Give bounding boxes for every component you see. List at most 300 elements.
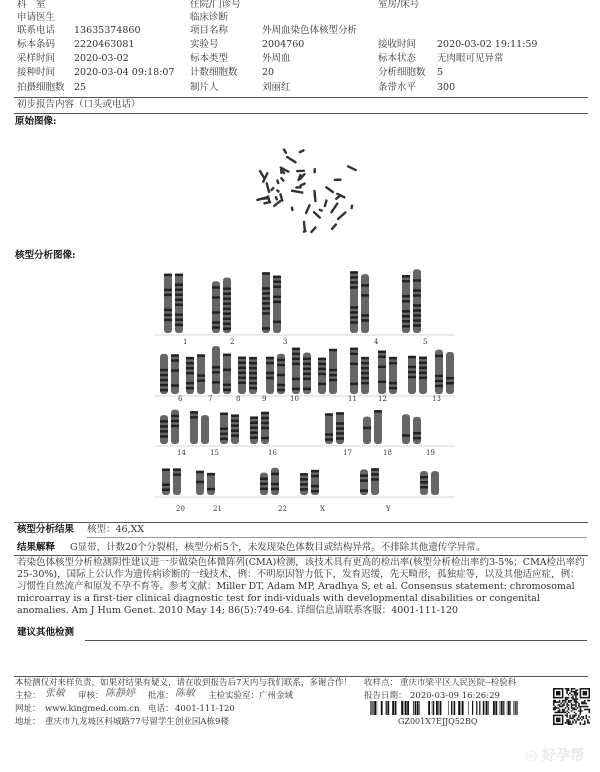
karyogram-band: [408, 366, 416, 369]
karyogram-band: [303, 388, 311, 391]
karyogram-band: [402, 280, 410, 283]
qr-module: [586, 706, 588, 708]
header-label: 住院/门诊号: [190, 0, 241, 10]
website[interactable]: www.kingmed.com.cn: [45, 704, 140, 714]
karyogram-band: [164, 274, 172, 277]
karyogram-band: [378, 366, 386, 369]
karyogram-band: [336, 432, 344, 435]
karyogram-band: [197, 374, 205, 377]
qr-module: [568, 722, 570, 724]
qr-module: [566, 704, 568, 706]
karyogram-band: [262, 302, 270, 305]
qr-module: [584, 722, 586, 724]
karyogram-chromosome-label: 9: [262, 395, 267, 403]
qr-module: [569, 692, 571, 694]
karyogram-chromosome-label: 1: [183, 338, 188, 346]
karyogram-band: [402, 320, 410, 323]
qr-module: [565, 722, 567, 724]
karyogram-band: [186, 382, 194, 385]
other-tests-label: 建议其他检测: [17, 627, 75, 638]
qr-module: [553, 718, 555, 720]
metaphase-chromosome: [270, 186, 275, 191]
barcode-bar: [508, 701, 510, 715]
qr-module: [589, 694, 590, 696]
qr-module: [566, 719, 568, 721]
header-label: 标本条码: [17, 39, 56, 50]
qr-module: [580, 688, 582, 690]
qr-module: [583, 718, 585, 720]
qr-module: [572, 698, 574, 700]
metaphase-chromosome: [276, 179, 280, 185]
karyogram-band: [361, 357, 369, 360]
karyogram-band: [360, 479, 368, 482]
qr-module: [571, 691, 573, 693]
karyogram-band: [223, 322, 231, 325]
qr-module: [559, 704, 561, 706]
qr-module: [587, 722, 589, 724]
karyogram-band: [260, 478, 268, 481]
qr-module: [568, 694, 570, 696]
qr-module: [568, 721, 570, 723]
qr-module: [568, 688, 570, 690]
karyogram-band: [413, 324, 421, 327]
karyogram-band: [277, 359, 285, 362]
qr-module: [575, 692, 577, 694]
karyogram-chromosome-label: 7: [208, 395, 213, 403]
qr-module: [572, 716, 574, 718]
qr-module: [565, 697, 567, 699]
karyogram-band: [164, 314, 172, 317]
metaphase-chromosome: [298, 149, 305, 154]
karyogram-band: [262, 287, 270, 290]
karyogram-band: [303, 368, 311, 371]
qr-module: [557, 688, 559, 690]
karyogram-band: [350, 286, 358, 289]
karyogram-band: [292, 378, 300, 381]
qr-code: [553, 688, 590, 725]
karyogram-band: [260, 483, 268, 486]
qr-module: [574, 700, 576, 702]
qr-module: [560, 703, 562, 705]
website-label: 网址：: [15, 704, 41, 714]
qr-module: [557, 694, 559, 696]
metaphase-chromosome: [282, 148, 287, 154]
karyogram-image: [150, 262, 460, 512]
barcode-bar: [401, 701, 403, 715]
barcode-bar: [453, 701, 454, 715]
qr-module: [569, 700, 571, 702]
karyogram-band: [277, 384, 285, 387]
qr-module: [566, 703, 568, 705]
karyogram-chromosome: [402, 414, 410, 444]
qr-module: [554, 724, 556, 725]
header-value: 2020-03-02 19:11:59: [437, 39, 538, 50]
karyogram-band: [361, 362, 369, 365]
qr-module: [575, 694, 577, 696]
karyogram-band: [175, 294, 183, 297]
qr-module: [559, 691, 561, 693]
karyogram-band: [160, 420, 168, 423]
karyogram-band: [419, 372, 427, 375]
karyogram-band: [361, 382, 369, 385]
barcode-bar: [461, 701, 462, 715]
qr-module: [557, 710, 559, 712]
qr-module: [556, 701, 558, 703]
qr-module: [572, 695, 574, 697]
other-tests-underline: [85, 640, 587, 641]
karyogram-band: [277, 364, 285, 367]
header-label: 临床诊断: [190, 12, 229, 23]
qr-module: [581, 697, 583, 699]
karyogram-band: [420, 486, 428, 489]
qr-module: [553, 722, 555, 724]
karyogram-band: [261, 437, 269, 440]
recipient: 重庆市梁平区人民医院--检验科: [400, 678, 517, 688]
qr-module: [556, 692, 558, 694]
barcode-bar: [507, 701, 508, 715]
karyogram-chromosome-label: 20: [176, 505, 185, 513]
qr-module: [571, 703, 573, 705]
qr-module: [589, 695, 590, 697]
karyogram-chromosome-label: X: [320, 505, 325, 513]
qr-module: [581, 719, 583, 721]
qr-module: [575, 701, 577, 703]
metaphase-chromosome: [313, 192, 316, 197]
qr-module: [574, 701, 576, 703]
karyogram-chromosome-label: 10: [290, 395, 299, 403]
karyogram-band: [361, 314, 369, 317]
karyogram-band: [389, 382, 397, 385]
karyogram-band: [292, 348, 300, 351]
interpretation-text: G显带，计数20个分裂相，核型分析5个，未发现染色体数目或结构异常。不排除其他遗传学异常。: [70, 542, 486, 553]
qr-module: [560, 706, 562, 708]
qr-module: [566, 692, 568, 694]
karyogram-band: [413, 314, 421, 317]
karyogram-band: [171, 415, 179, 418]
qr-module: [554, 706, 556, 708]
qr-module: [556, 719, 558, 721]
qr-module: [575, 695, 577, 697]
karyogram-band: [160, 435, 168, 438]
qr-module: [583, 701, 585, 703]
karyogram-band: [311, 485, 319, 488]
karyogram-chromosome-label: 17: [343, 449, 352, 457]
qr-module: [560, 724, 562, 725]
qr-module: [589, 691, 590, 693]
karyogram-band: [212, 326, 220, 329]
barcode-bar: [370, 701, 371, 715]
karyogram-band: [361, 284, 369, 287]
qr-module: [577, 719, 579, 721]
qr-module: [553, 724, 555, 725]
metaphase-chromosome: [290, 206, 293, 211]
karyogram-band: [389, 362, 397, 365]
qr-module: [562, 718, 564, 720]
karyogram-band: [173, 468, 181, 471]
qr-module: [586, 692, 588, 694]
header-label: 标本状态: [378, 53, 417, 64]
barcode-bar: [472, 701, 473, 715]
barcode-bar: [436, 701, 438, 715]
qr-module: [572, 697, 574, 699]
qr-module: [581, 703, 583, 705]
karyogram-band: [261, 412, 269, 415]
initial-report-label: 初步报告内容（口头或电话）: [17, 99, 141, 110]
karyogram-band: [250, 436, 258, 439]
qr-module: [583, 697, 585, 699]
karyogram-band: [220, 438, 228, 441]
qr-module: [586, 691, 588, 693]
karyogram-chromosome: [160, 415, 168, 444]
header-label: 接种时间: [17, 67, 56, 78]
qr-module: [578, 719, 580, 721]
karyogram-band: [223, 287, 231, 290]
karyogram-band: [303, 378, 311, 381]
qr-module: [571, 724, 573, 725]
qr-module: [559, 701, 561, 703]
qr-module: [557, 704, 559, 706]
result-divider-top: [14, 522, 588, 523]
karyogram-band: [238, 362, 246, 365]
qr-module: [574, 716, 576, 718]
metaphase-chromosome: [291, 189, 304, 194]
karyogram-band: [160, 430, 168, 433]
qr-module: [562, 716, 564, 718]
karyogram-band: [363, 427, 371, 430]
qr-module: [571, 706, 573, 708]
qr-module: [580, 712, 582, 714]
karyogram-band: [402, 434, 410, 437]
karyogram-band: [318, 358, 326, 361]
qr-module: [575, 697, 577, 699]
qr-module: [580, 722, 582, 724]
karyogram-band: [250, 421, 258, 424]
karyogram-band: [250, 431, 258, 434]
barcode-bar: [372, 701, 373, 715]
karyogram-band: [419, 357, 427, 360]
karyogram-band: [175, 289, 183, 292]
karyogram-band: [446, 382, 454, 385]
karyogram-chromosome: [350, 271, 358, 333]
karyogram-chromosome-label: 21: [213, 505, 222, 513]
qr-module: [577, 718, 579, 720]
qr-module: [563, 700, 565, 702]
karyogram-band: [325, 433, 333, 436]
karyogram-chromosome-label: 15: [210, 449, 219, 457]
barcode-bar: [495, 701, 497, 715]
qr-module: [557, 724, 559, 725]
karyogram-band: [413, 294, 421, 297]
qr-module: [566, 697, 568, 699]
metaphase-chromosome: [318, 208, 323, 212]
header-label: 联系电话: [17, 25, 56, 36]
qr-module: [574, 715, 576, 717]
karyogram-band: [360, 489, 368, 492]
result-label: 核型分析结果: [17, 524, 75, 535]
qr-module: [553, 688, 555, 690]
karyogram-band: [160, 425, 168, 428]
barcode: [370, 701, 520, 715]
karyogram-band: [175, 314, 183, 317]
qr-module: [559, 721, 561, 723]
qr-module: [559, 710, 561, 712]
barcode-bar: [371, 701, 372, 715]
qr-module: [572, 688, 574, 690]
karyogram-band: [336, 427, 344, 430]
qr-module: [572, 709, 574, 711]
qr-module: [578, 703, 580, 705]
karyogram-band: [262, 307, 270, 310]
karyogram-band: [413, 279, 421, 282]
header-value: 2220463081: [74, 39, 135, 50]
karyogram-band: [402, 315, 410, 318]
qr-module: [557, 721, 559, 723]
karyogram-band: [175, 274, 183, 277]
qr-module: [584, 697, 586, 699]
qr-module: [577, 694, 579, 696]
karyogram-band: [223, 317, 231, 320]
karyogram-band: [361, 367, 369, 370]
karyogram-band: [318, 368, 326, 371]
karyogram-chromosome-label: 2: [230, 338, 235, 346]
qr-module: [559, 700, 561, 702]
karyogram-band: [361, 294, 369, 297]
qr-module: [586, 697, 588, 699]
karyogram-band: [378, 351, 386, 354]
qr-module: [553, 689, 555, 691]
karyogram-band: [223, 307, 231, 310]
qr-module: [586, 718, 588, 720]
barcode-bar: [513, 701, 514, 715]
karyogram-band: [171, 420, 179, 423]
qr-module: [554, 712, 556, 714]
karyogram-band: [435, 375, 443, 378]
karyogram-band: [238, 372, 246, 375]
approver-label: 批准：: [148, 691, 174, 701]
qr-module: [566, 688, 568, 690]
qr-module: [577, 692, 579, 694]
qr-module: [566, 698, 568, 700]
barcode-bar: [417, 701, 419, 715]
karyogram-band: [419, 377, 427, 380]
qr-module: [583, 694, 585, 696]
karyogram-band: [160, 384, 168, 387]
qr-module: [556, 691, 558, 693]
karyogram-band: [402, 295, 410, 298]
header-value: 25: [74, 82, 87, 93]
barcode-bar: [407, 701, 409, 715]
qr-module: [569, 724, 571, 725]
karyogram-chromosome-label: 6: [178, 395, 183, 403]
barcode-bar: [381, 701, 383, 715]
karyogram-chromosome: [207, 473, 215, 495]
karyogram-band: [207, 488, 215, 491]
qr-module: [553, 709, 555, 711]
qr-module: [589, 688, 590, 690]
qr-module: [565, 701, 567, 703]
metaphase-chromosome: [312, 211, 321, 220]
karyogram-band: [300, 488, 308, 491]
karyogram-band: [374, 410, 382, 413]
barcode-bar: [501, 701, 503, 715]
metaphase-chromosome: [296, 170, 305, 173]
qr-module: [568, 707, 570, 709]
karyogram-band: [350, 306, 358, 309]
karyogram-chromosome: [173, 468, 181, 495]
qr-module: [584, 703, 586, 705]
barcode-bar: [419, 701, 420, 715]
karyogram-band: [408, 356, 416, 359]
qr-module: [578, 704, 580, 706]
header-label: 室房/床号: [378, 0, 420, 10]
karyogram-chromosome-label: 8: [236, 395, 241, 403]
karyogram-band: [212, 381, 220, 384]
qr-module: [583, 716, 585, 718]
qr-module: [566, 689, 568, 691]
karyogram-chromosome: [164, 274, 172, 333]
karyogram-band: [231, 429, 239, 432]
qr-module: [569, 716, 571, 718]
karyogram-band: [413, 304, 421, 307]
karyogram-chromosome: [408, 356, 416, 394]
karyogram-chromosome: [223, 354, 231, 394]
qr-module: [560, 697, 562, 699]
karyogram-band: [360, 474, 368, 477]
metaphase-chromosome: [305, 204, 312, 215]
karyogram-chromosome-label: 3: [283, 338, 288, 346]
karyogram-band: [273, 276, 281, 279]
qr-module: [566, 716, 568, 718]
barcode-bar: [377, 701, 378, 715]
karyogram-band: [197, 379, 205, 382]
karyogram-band: [350, 321, 358, 324]
karyogram-chromosome: [413, 269, 421, 333]
karyogram-band: [420, 481, 428, 484]
qr-module: [554, 688, 556, 690]
qr-module: [577, 698, 579, 700]
karyogram-band: [164, 319, 172, 322]
karyogram-band: [175, 304, 183, 307]
qr-module: [586, 715, 588, 717]
barcode-bar: [395, 701, 397, 715]
qr-module: [583, 691, 585, 693]
karyogram-band: [292, 353, 300, 356]
qr-module: [565, 700, 567, 702]
karyogram-band: [413, 437, 421, 440]
karyogram-band: [207, 473, 215, 476]
karyogram-band: [378, 381, 386, 384]
qr-module: [586, 716, 588, 718]
karyogram-chromosome: [431, 471, 439, 495]
metaphase-chromosome: [295, 186, 302, 189]
qr-module: [589, 716, 590, 718]
header-label: 项目名称: [190, 25, 229, 36]
qr-module: [580, 689, 582, 691]
metaphase-chromosome: [323, 199, 328, 207]
karyogram-band: [266, 377, 274, 380]
karyogram-band: [223, 369, 231, 372]
karyogram-chromosome-label: 11: [348, 395, 357, 403]
barcode-bar: [493, 701, 495, 715]
header-value: 5: [437, 67, 444, 78]
karyogram-band: [249, 382, 257, 385]
karyogram-band: [250, 416, 258, 419]
qr-module: [562, 712, 564, 714]
qr-module: [589, 697, 590, 699]
qr-module: [568, 701, 570, 703]
qr-module: [562, 721, 564, 723]
barcode-bar: [479, 701, 480, 715]
